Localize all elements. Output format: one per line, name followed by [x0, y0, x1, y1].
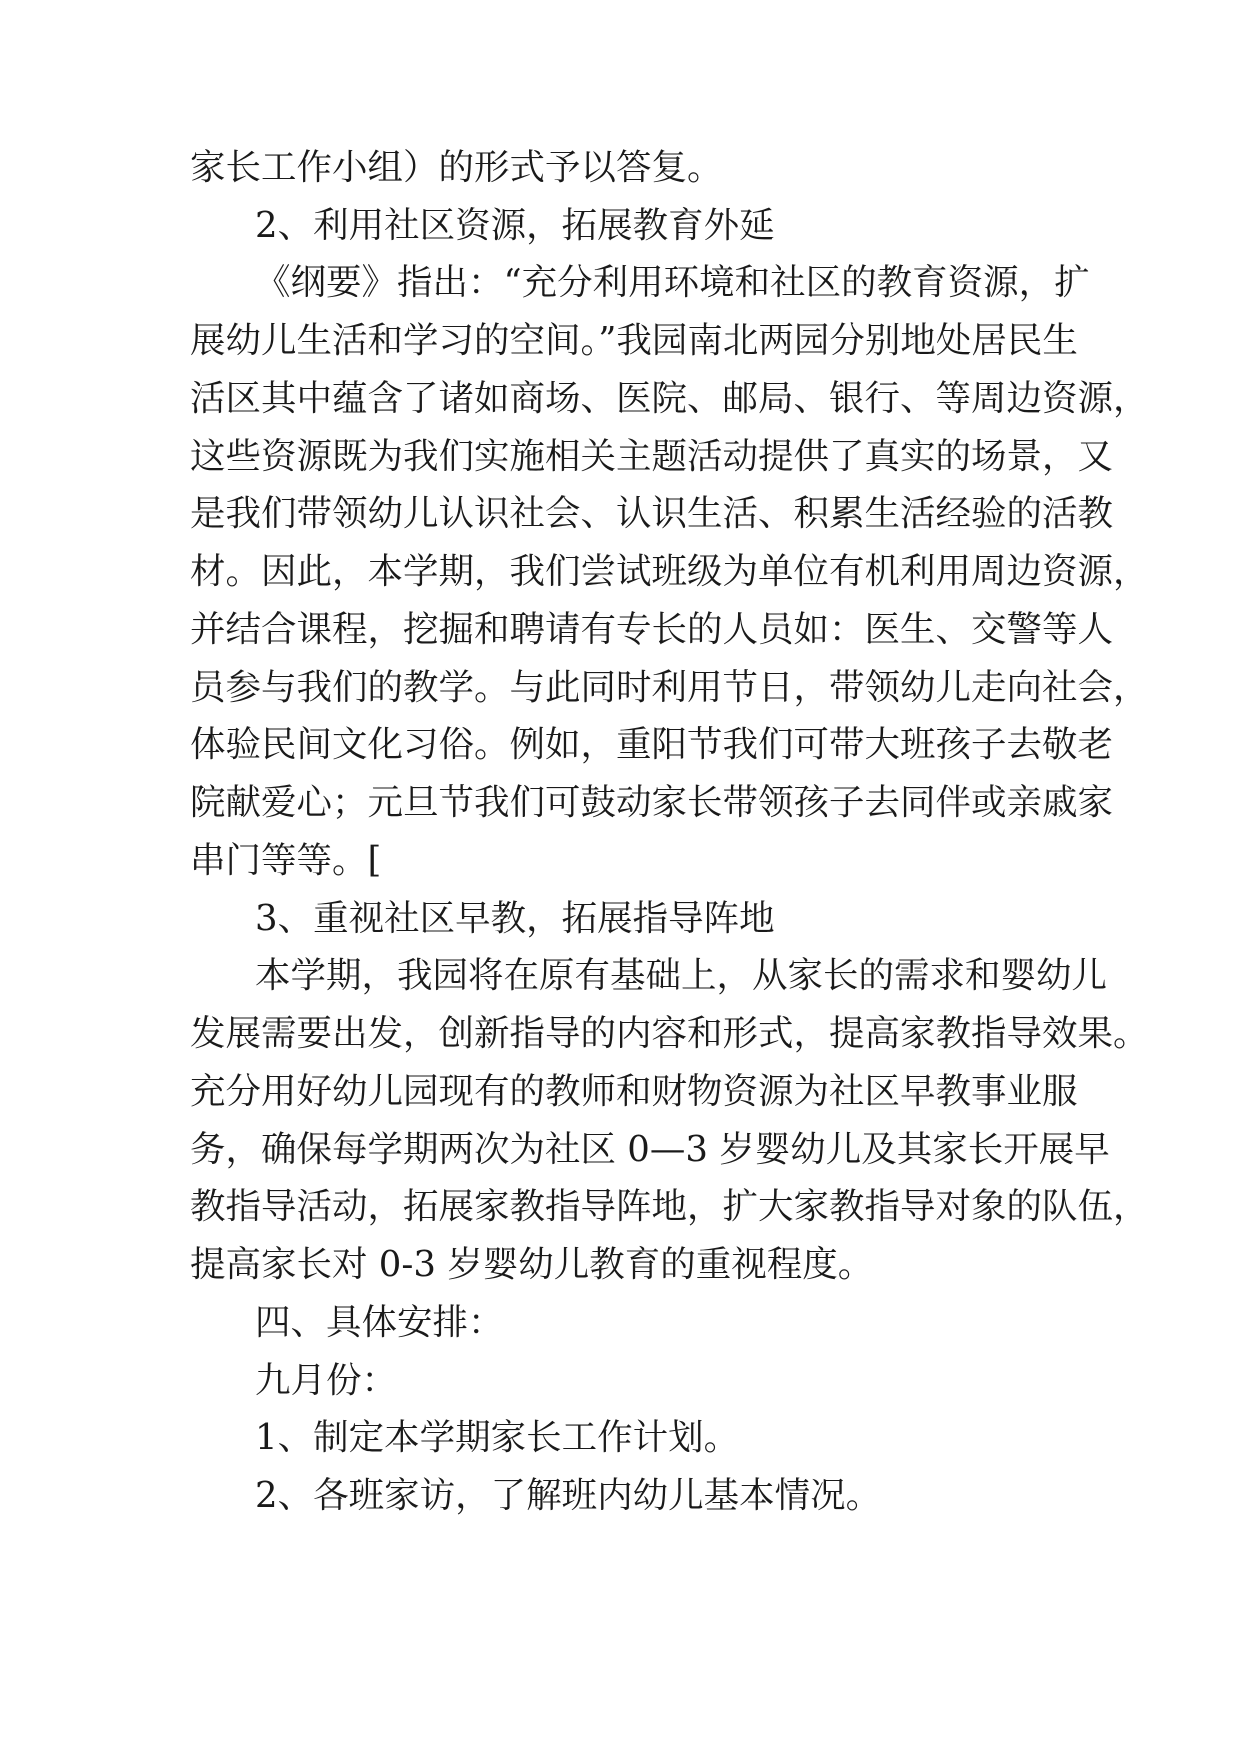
text-line: 活区其中蕴含了诸如商场、医院、邮局、银行、等周边资源， [190, 378, 1149, 419]
section-heading: 2、利用社区资源，拓展教育外延 [255, 205, 775, 246]
text-line: 这些资源既为我们实施相关主题活动提供了真实的场景，又 [190, 436, 1114, 477]
text-line: 员参与我们的教学。与此同时利用节日，带领幼儿走向社会， [190, 667, 1149, 708]
text-line: 《纲要》指出：“充分利用环境和社区的教育资源，扩 [255, 262, 1090, 303]
text-line: 串门等等。[ [190, 840, 382, 881]
text-line: 材。因此，本学期，我们尝试班级为单位有机利用周边资源， [190, 551, 1149, 592]
text-line: 是我们带领幼儿认识社会、认识生活、积累生活经验的活教 [190, 493, 1114, 534]
text-line: 院献爱心；元旦节我们可鼓动家长带领孩子去同伴或亲戚家 [190, 782, 1114, 823]
text-line: 务，确保每学期两次为社区 0—3 岁婴幼儿及其家长开展早 [190, 1129, 1110, 1170]
text-line: 并结合课程，挖掘和聘请有专长的人员如：医生、交警等人 [190, 609, 1114, 650]
text-line: 发展需要出发，创新指导的内容和形式，提高家教指导效果。 [190, 1013, 1149, 1054]
text-line: 展幼儿生活和学习的空间。”我园南北两园分别地处居民生 [190, 320, 1078, 361]
section-heading: 3、重视社区早教，拓展指导阵地 [255, 898, 775, 939]
section-heading: 四、具体安排： [255, 1302, 504, 1343]
text-line: 提高家长对 0-3 岁婴幼儿教育的重视程度。 [190, 1244, 874, 1285]
month-heading: 九月份： [255, 1360, 398, 1401]
text-line: 本学期，我园将在原有基础上，从家长的需求和婴幼儿 [255, 955, 1108, 996]
list-item: 2、各班家访，了解班内幼儿基本情况。 [255, 1475, 882, 1516]
text-line: 体验民间文化习俗。例如，重阳节我们可带大班孩子去敬老 [190, 724, 1114, 765]
text-line: 教指导活动，拓展家教指导阵地，扩大家教指导对象的队伍， [190, 1186, 1149, 1227]
text-line: 充分用好幼儿园现有的教师和财物资源为社区早教事业服 [190, 1071, 1078, 1112]
text-line: 家长工作小组）的形式予以答复。 [190, 147, 723, 188]
list-item: 1、制定本学期家长工作计划。 [255, 1417, 740, 1458]
